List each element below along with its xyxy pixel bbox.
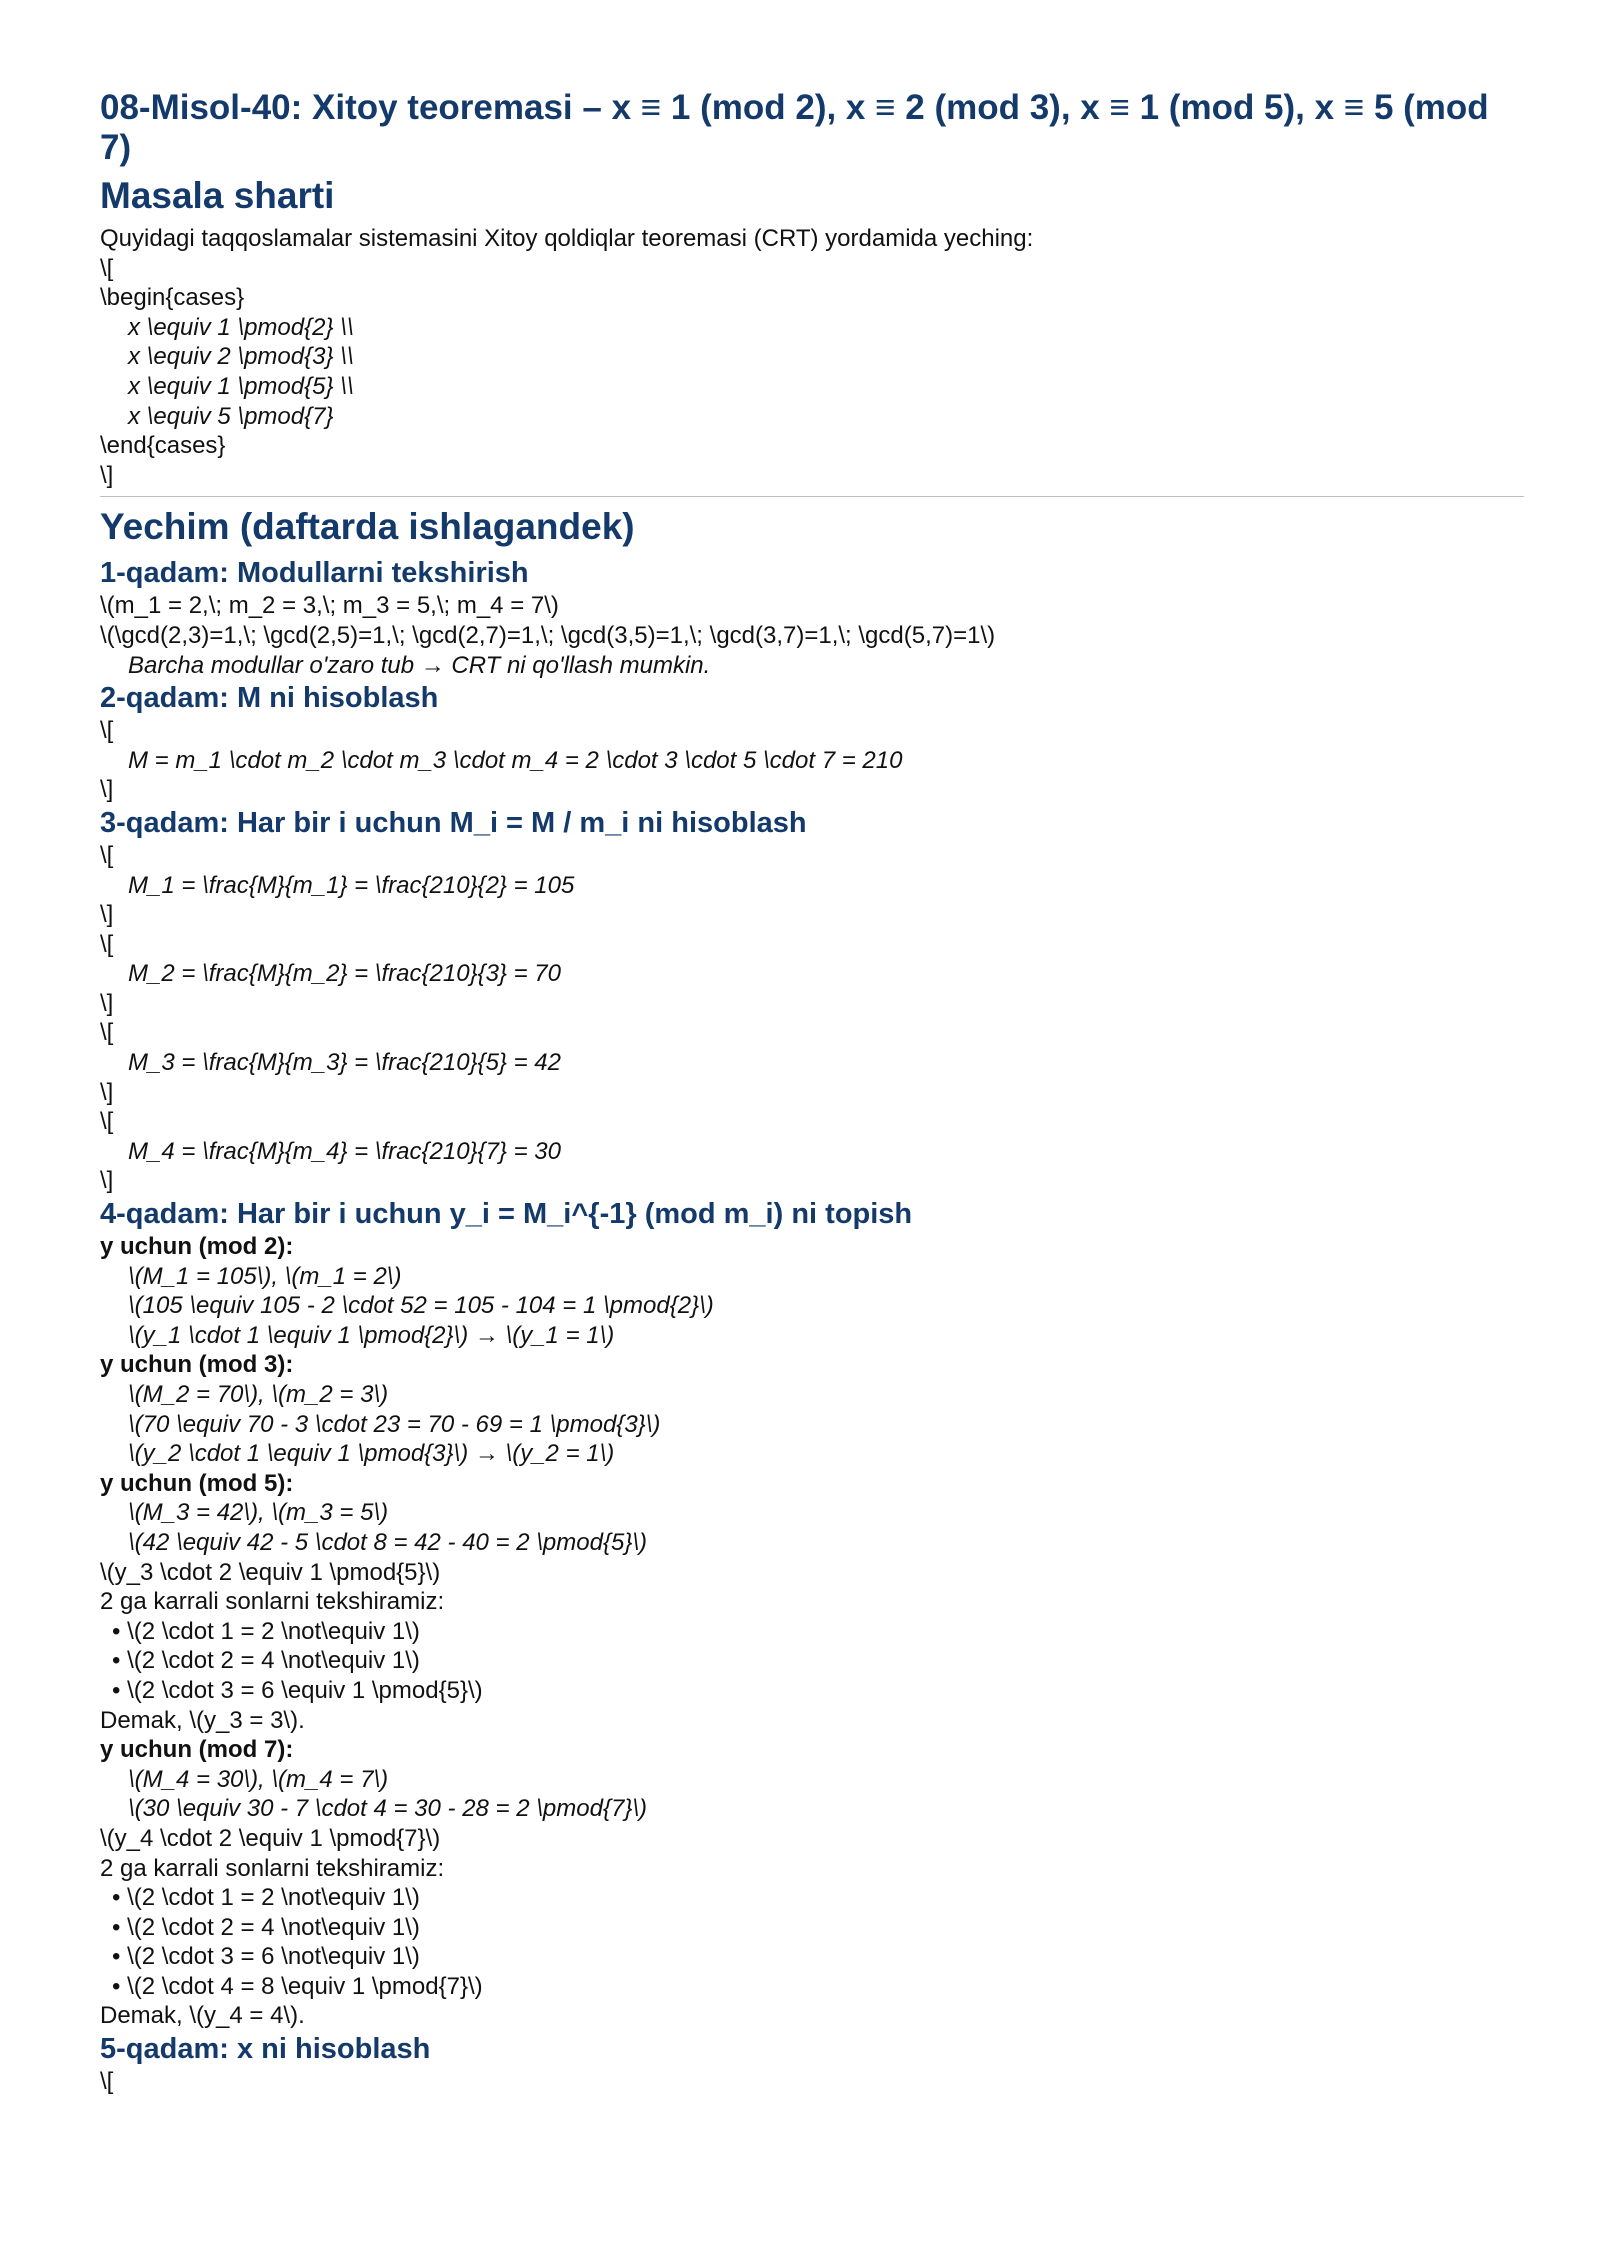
step-line: y uchun (mod 7):: [100, 1736, 294, 1764]
step-body: [100, 591, 1524, 680]
step-line: • \(2 \cdot 2 = 4 \not\equiv 1\): [112, 1913, 420, 1941]
step-line: \]: [100, 1167, 114, 1195]
step-line: y uchun (mod 3):: [100, 1351, 294, 1379]
step-line: \]: [100, 989, 114, 1017]
masala-equation-line: \end{cases}: [100, 432, 226, 460]
masala-equation-block: [100, 254, 1524, 491]
step-line: • \(2 \cdot 4 = 8 \equiv 1 \pmod{7}\): [112, 1972, 483, 2000]
step-line: • \(2 \cdot 3 = 6 \equiv 1 \pmod{5}\): [112, 1676, 483, 1704]
step-line: \(M_3 = 42\), \(m_3 = 5\): [128, 1499, 389, 1527]
step-line: \(y_2 \cdot 1 \equiv 1 \pmod{3}\) → \(y_2 = 1\): [128, 1440, 615, 1468]
yechim-heading: Yechim (daftarda ishlagandek): [100, 506, 635, 548]
step-line: \(30 \equiv 30 - 7 \cdot 4 = 30 - 28 = 2 \pmod{7}\): [128, 1795, 647, 1823]
step-line: \]: [100, 1078, 114, 1106]
step-line: Barcha modullar o'zaro tub → CRT ni qo'llash mumkin.: [128, 651, 711, 679]
step-line: \(M_1 = 105\), \(m_1 = 2\): [128, 1262, 402, 1290]
document-title: 08-Misol-40: Xitoy teoremasi – x ≡ 1 (mod 2), x ≡ 2 (mod 3), x ≡ 1 (mod 5), x ≡ 5 (mod 7): [100, 88, 1489, 167]
step-line: \]: [100, 776, 114, 804]
step-line: M_3 = \frac{M}{m_3} = \frac{210}{5} = 42: [128, 1049, 561, 1077]
masala-intro: Quyidagi taqqoslamalar sistemasini Xitoy qoldiqlar teoremasi (CRT) yordamida yeching:: [100, 225, 1034, 252]
masala-equation-line: \]: [100, 461, 114, 489]
step-line: Demak, \(y_4 = 4\).: [100, 2002, 305, 2030]
step-line: \(M_2 = 70\), \(m_2 = 3\): [128, 1381, 389, 1408]
step-line: \[: [100, 1108, 114, 1136]
masala-equation-line: x \equiv 2 \pmod{3} \\: [128, 343, 354, 371]
step-line: \(M_4 = 30\), \(m_4 = 7\): [128, 1765, 389, 1793]
step-line: \]: [100, 901, 114, 929]
step-line: \[: [100, 717, 114, 745]
step-line: M_1 = \frac{M}{m_1} = \frac{210}{2} = 105: [128, 871, 575, 899]
solution-steps: [100, 555, 1524, 2096]
step-body: [100, 716, 1524, 805]
solution-step-3: [100, 805, 1524, 1196]
step-line: • \(2 \cdot 1 = 2 \not\equiv 1\): [112, 1617, 420, 1645]
step-body: [100, 1232, 1524, 2031]
step-line: • \(2 \cdot 1 = 2 \not\equiv 1\): [112, 1884, 420, 1912]
step-line: M_4 = \frac{M}{m_4} = \frac{210}{7} = 30: [128, 1137, 561, 1165]
step-body: [100, 841, 1524, 1196]
masala-heading: Masala sharti: [100, 175, 335, 216]
step-line: y uchun (mod 5):: [100, 1469, 294, 1497]
step-heading: 5-qadam: x ni hisoblash: [100, 2033, 431, 2066]
step-line: \(y_3 \cdot 2 \equiv 1 \pmod{5}\): [100, 1558, 441, 1586]
step-line: M = m_1 \cdot m_2 \cdot m_3 \cdot m_4 = 2 \cdot 3 \cdot 5 \cdot 7 = 210: [128, 746, 903, 774]
step-line: Demak, \(y_3 = 3\).: [100, 1706, 305, 1734]
step-heading: 4-qadam: Har bir i uchun y_i = M_i^{-1} (mod m_i) ni topish: [100, 1198, 913, 1231]
solution-step-4: [100, 1196, 1524, 2031]
step-line: \(70 \equiv 70 - 3 \cdot 23 = 70 - 69 = 1 \pmod{3}\): [128, 1410, 661, 1438]
masala-equation-line: \begin{cases}: [100, 284, 245, 312]
step-line: \(m_1 = 2,\; m_2 = 3,\; m_3 = 5,\; m_4 = 7\): [100, 592, 559, 620]
masala-equation-line: \[: [100, 254, 114, 282]
step-line: \(y_1 \cdot 1 \equiv 1 \pmod{2}\) → \(y_1 = 1\): [128, 1321, 615, 1349]
step-line: • \(2 \cdot 3 = 6 \not\equiv 1\): [112, 1943, 420, 1971]
step-line: M_2 = \frac{M}{m_2} = \frac{210}{3} = 70: [128, 960, 561, 988]
solution-step-2: [100, 680, 1524, 805]
step-line: \(\gcd(2,3)=1,\; \gcd(2,5)=1,\; \gcd(2,7)=1,\; \gcd(3,5)=1,\; \gcd(3,7)=1,\; \gcd(5,7)=1\): [100, 621, 996, 649]
step-line: \[: [100, 930, 114, 958]
masala-equation-line: x \equiv 5 \pmod{7}: [128, 402, 334, 430]
step-heading: 1-qadam: Modullarni tekshirish: [100, 557, 529, 590]
step-line: \[: [100, 841, 114, 869]
solution-step-1: [100, 555, 1524, 680]
masala-equation-line: x \equiv 1 \pmod{2} \\: [128, 313, 354, 341]
document-page: [100, 88, 1524, 2097]
step-line: y uchun (mod 2):: [100, 1233, 294, 1261]
step-body: [100, 2067, 1524, 2097]
section-divider: [100, 496, 1524, 497]
step-line: \[: [100, 2068, 114, 2096]
step-heading: 2-qadam: M ni hisoblash: [100, 682, 439, 715]
step-line: \(y_4 \cdot 2 \equiv 1 \pmod{7}\): [100, 1824, 441, 1852]
step-line: 2 ga karrali sonlarni tekshiramiz:: [100, 1588, 445, 1616]
masala-equation-line: x \equiv 1 \pmod{5} \\: [128, 372, 354, 400]
step-line: 2 ga karrali sonlarni tekshiramiz:: [100, 1854, 445, 1882]
step-heading: 3-qadam: Har bir i uchun M_i = M / m_i ni hisoblash: [100, 806, 807, 839]
step-line: \(42 \equiv 42 - 5 \cdot 8 = 42 - 40 = 2 \pmod{5}\): [128, 1528, 647, 1556]
solution-step-5: [100, 2031, 1524, 2097]
step-line: \(105 \equiv 105 - 2 \cdot 52 = 105 - 104 = 1 \pmod{2}\): [128, 1292, 714, 1320]
step-line: • \(2 \cdot 2 = 4 \not\equiv 1\): [112, 1647, 420, 1675]
step-line: \[: [100, 1019, 114, 1047]
